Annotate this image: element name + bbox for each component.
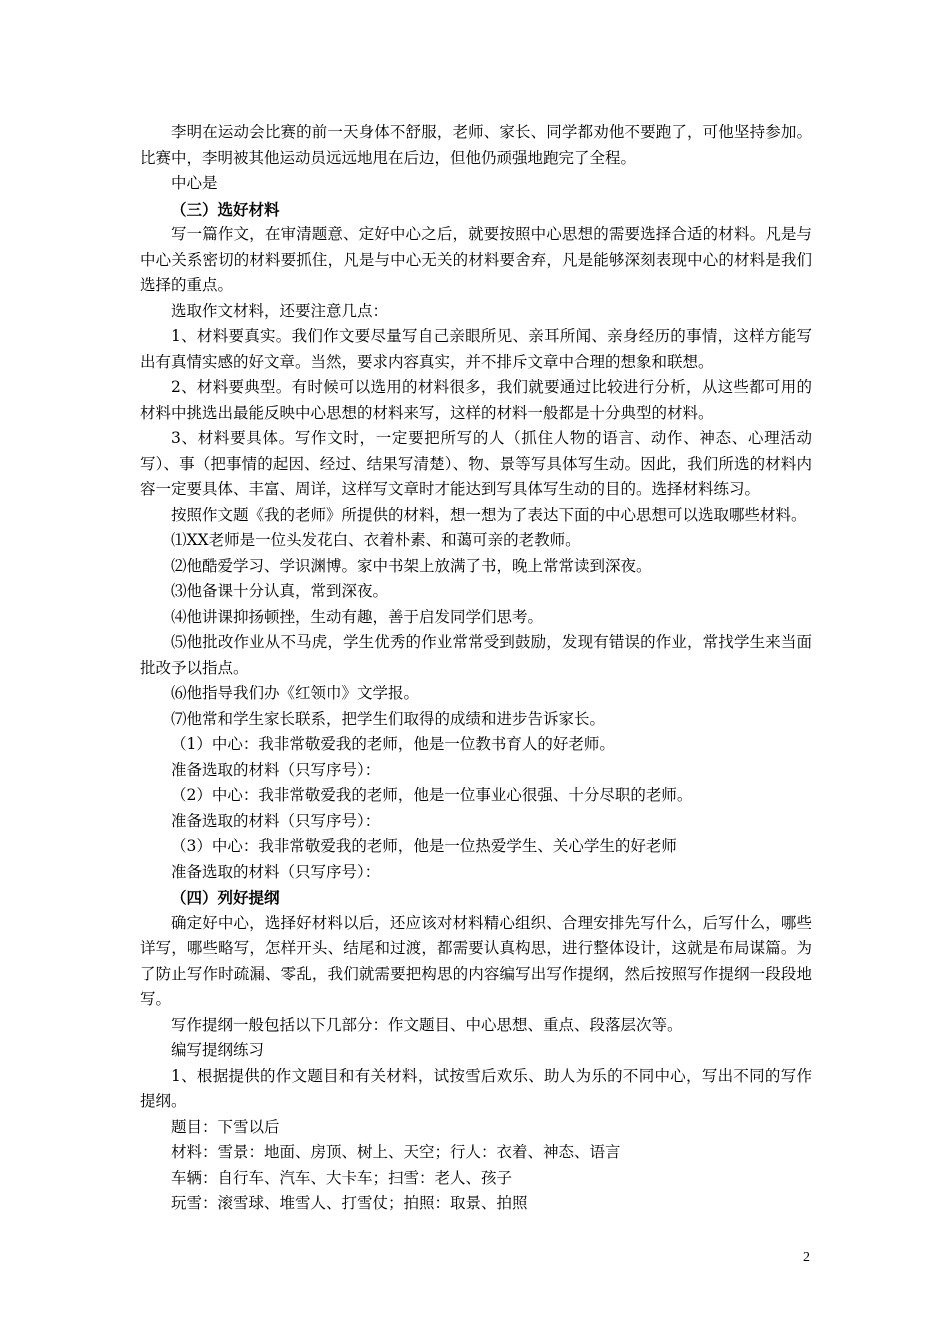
paragraph: 玩雪：滚雪球、堆雪人、打雪仗；拍照：取景、拍照: [171, 1194, 528, 1212]
paragraph: ⑵他酷爱学习、学识渊博。家中书架上放满了书，晚上常常读到深夜。: [171, 556, 652, 575]
paragraph: 1、根据提供的作文题目和有关材料，试按雪后欢乐、助人为乐的不同中心，写出不同的写作提纲。: [140, 1066, 812, 1110]
paragraph: 材料：雪景：地面、房顶、树上、天空；行人：衣着、神态、语言: [171, 1143, 621, 1161]
paragraph: 准备选取的材料（只写序号）：: [171, 811, 381, 830]
paragraph: （1）中心：我非常敬爱我的老师，他是一位教书育人的好老师。: [171, 735, 615, 753]
paragraph: 车辆：自行车、汽车、大卡车；扫雪：老人、孩子: [171, 1168, 513, 1187]
document-body: [140, 120, 812, 1217]
section-heading: （四）列好提纲: [171, 888, 280, 907]
paragraph: 按照作文题《我的老师》所提供的材料，想一想为了表达下面的中心思想可以选取哪些材料。: [171, 505, 807, 524]
paragraph: （2）中心：我非常敬爱我的老师，他是一位事业心很强、十分尽职的老师。: [171, 786, 693, 804]
paragraph: ⑸他批改作业从不马虎，学生优秀的作业常常受到鼓励，发现有错误的作业，常找学生来当面批改予以指点。: [140, 633, 812, 677]
paragraph: 题目：下雪以后: [171, 1117, 280, 1136]
paragraph: （3）中心：我非常敬爱我的老师，他是一位热爱学生、关心学生的好老师: [171, 837, 677, 855]
paragraph: 中心是: [171, 174, 218, 192]
paragraph: 1、材料要真实。我们作文要尽量写自己亲眼所见、亲耳所闻、亲身经历的事情，这样方能写出有真情实感的好文章。当然，要求内容真实，并不排斥文章中合理的想象和联想。: [140, 327, 812, 371]
paragraph: 编写提纲练习: [171, 1041, 265, 1059]
paragraph: 写作提纲一般包括以下几部分：作文题目、中心思想、重点、段落层次等。: [171, 1015, 683, 1034]
paragraph: 确定好中心，选择好材料以后，还应该对材料精心组织、合理安排先写什么，后写什么，哪些详写，哪些略写，怎样开头、结尾和过渡，都需要认真构思，进行整体设计，这就是布局谋篇。为了防止写作时疏漏、零乱，我们就需要把构思的内容编写出写作提纲，然后按照写作提纲一段段地写。: [140, 913, 812, 1008]
paragraph: 准备选取的材料（只写序号）：: [171, 862, 381, 881]
paragraph: 选取作文材料，还要注意几点：: [171, 301, 389, 320]
paragraph: ⑷他讲课抑扬顿挫，生动有趣，善于启发同学们思考。: [171, 607, 544, 626]
paragraph: ⑶他备课十分认真，常到深夜。: [171, 582, 389, 600]
paragraph: 李明在运动会比赛的前一天身体不舒服，老师、家长、同学都劝他不要跑了，可他坚持参加。比赛中，李明被其他运动员远远地甩在后边，但他仍顽强地跑完了全程。: [140, 123, 812, 167]
paragraph: ⑺他常和学生家长联系，把学生们取得的成绩和进步告诉家长。: [171, 709, 606, 728]
paragraph: ⑹他指导我们办《红领巾》文学报。: [171, 684, 420, 702]
paragraph: 写一篇作文，在审清题意、定好中心之后，就要按照中心思想的需要选择合适的材料。凡是与中心关系密切的材料要抓住，凡是与中心无关的材料要舍弃，凡是能够深刻表现中心的材料是我们选择的重点。: [140, 225, 812, 294]
paragraph: 准备选取的材料（只写序号）：: [171, 760, 381, 779]
page-number: 2: [803, 1250, 810, 1265]
paragraph: 2、材料要典型。有时候可以选用的材料很多，我们就要通过比较进行分析，从这些都可用的材料中挑选出最能反映中心思想的材料来写，这样的材料一般都是十分典型的材料。: [140, 378, 812, 422]
section-heading: （三）选好材料: [171, 199, 280, 219]
paragraph: ⑴XX老师是一位头发花白、衣着朴素、和蔼可亲的老教师。: [171, 531, 581, 549]
paragraph: 3、材料要具体。写作文时，一定要把所写的人（抓住人物的语言、动作、神态、心理活动写）、事（把事情的起因、经过、结果写清楚）、物、景等写具体写生动。因此，我们所选的材料内容一定要具体、丰富、周详，这样写文章时才能达到写具体写生动的目的。选择材料练习。: [140, 429, 812, 498]
